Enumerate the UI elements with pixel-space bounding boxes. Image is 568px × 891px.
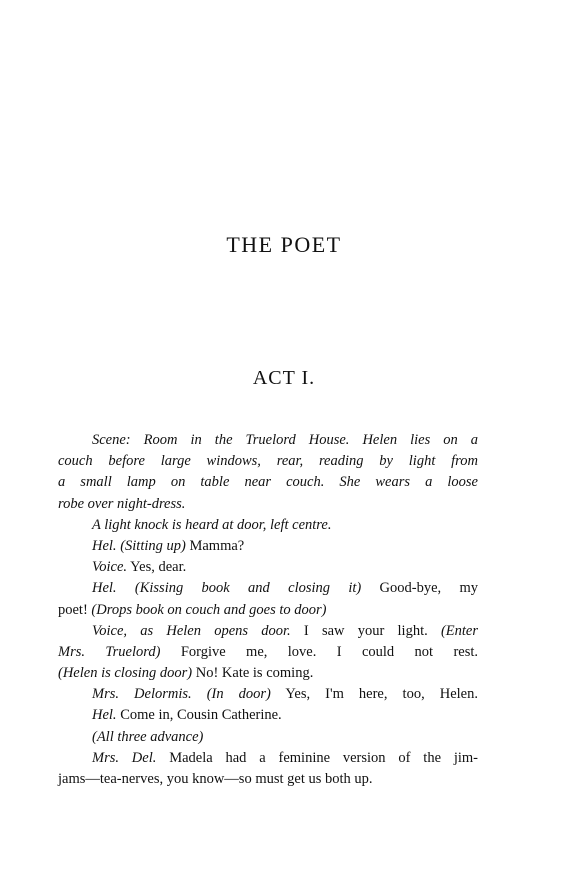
dialogue-text: Madela had a feminine version of the jim-	[156, 749, 478, 766]
text-line	[58, 536, 478, 557]
stage-direction-text: A light knock is heard at door, left centre.	[92, 516, 332, 533]
text-line	[58, 727, 478, 748]
stage-direction-text: (Enter	[440, 622, 478, 639]
dialogue-text: Yes, I'm here, too, Helen.	[270, 686, 478, 703]
text-line	[58, 430, 478, 451]
text-line	[58, 515, 478, 536]
stage-direction-text: Hel.	[92, 580, 117, 597]
stage-direction-text: Mrs. Del.	[92, 749, 157, 766]
act-heading: ACT I.	[252, 367, 316, 389]
stage-direction-text: (Drops book on couch and goes to door)	[91, 601, 327, 618]
text-line	[58, 748, 478, 769]
stage-direction-text: (Helen is closing door)	[58, 665, 193, 682]
text-line	[58, 621, 478, 642]
stage-direction-text: Scene: Room in the Truelord House. Helen lies on a	[92, 432, 478, 448]
stage-direction-text: (In door)	[206, 686, 271, 703]
dialogue-text: Come in, Cousin Catherine.	[116, 707, 282, 724]
stage-direction-text: Hel.	[92, 537, 117, 554]
stage-direction-text: Hel.	[92, 707, 117, 724]
dialogue-text: No! Kate is coming.	[192, 665, 314, 682]
text-line	[58, 769, 478, 790]
text-line	[58, 600, 478, 621]
stage-direction-text: (Sitting up)	[120, 537, 186, 554]
text-line	[58, 578, 478, 599]
stage-direction-text: Mrs. Delormis.	[92, 686, 192, 703]
stage-direction-text: Voice.	[92, 559, 128, 576]
stage-direction-text: couch before large windows, rear, reading by light from	[58, 453, 478, 470]
dialogue-text: poet!	[58, 601, 92, 618]
stage-direction-text: Mrs. Truelord)	[58, 643, 161, 660]
dialogue-text	[192, 686, 207, 702]
stage-direction-text: (Kissing book and closing it)	[134, 580, 362, 597]
dialogue-text: Forgive me, love. I could not rest.	[160, 643, 479, 660]
text-line	[58, 494, 478, 515]
stage-direction-text: a small lamp on table near couch. She wears a loose	[58, 474, 478, 491]
dialogue-text: I saw your light.	[290, 622, 441, 639]
text-line	[58, 684, 478, 705]
stage-direction-text: (All three advance)	[92, 728, 204, 745]
text-line	[58, 642, 478, 663]
text-line	[58, 663, 478, 684]
dialogue-text	[117, 580, 135, 596]
stage-direction-text: Voice, as Helen opens door.	[92, 622, 291, 639]
text-line	[58, 705, 478, 726]
stage-direction-text: robe over night-dress.	[58, 495, 186, 512]
text-line	[58, 557, 478, 578]
dialogue-text: Mamma?	[185, 537, 245, 554]
text-line	[58, 472, 478, 493]
dialogue-text: Yes, dear.	[127, 559, 187, 576]
text-line	[58, 451, 478, 472]
dialogue-text: Good-bye, my	[361, 580, 478, 597]
dialogue-text: jams—tea-nerves, you know—so must get us both up.	[58, 771, 373, 787]
play-title: THE POET	[226, 232, 342, 257]
play-text	[58, 430, 478, 790]
